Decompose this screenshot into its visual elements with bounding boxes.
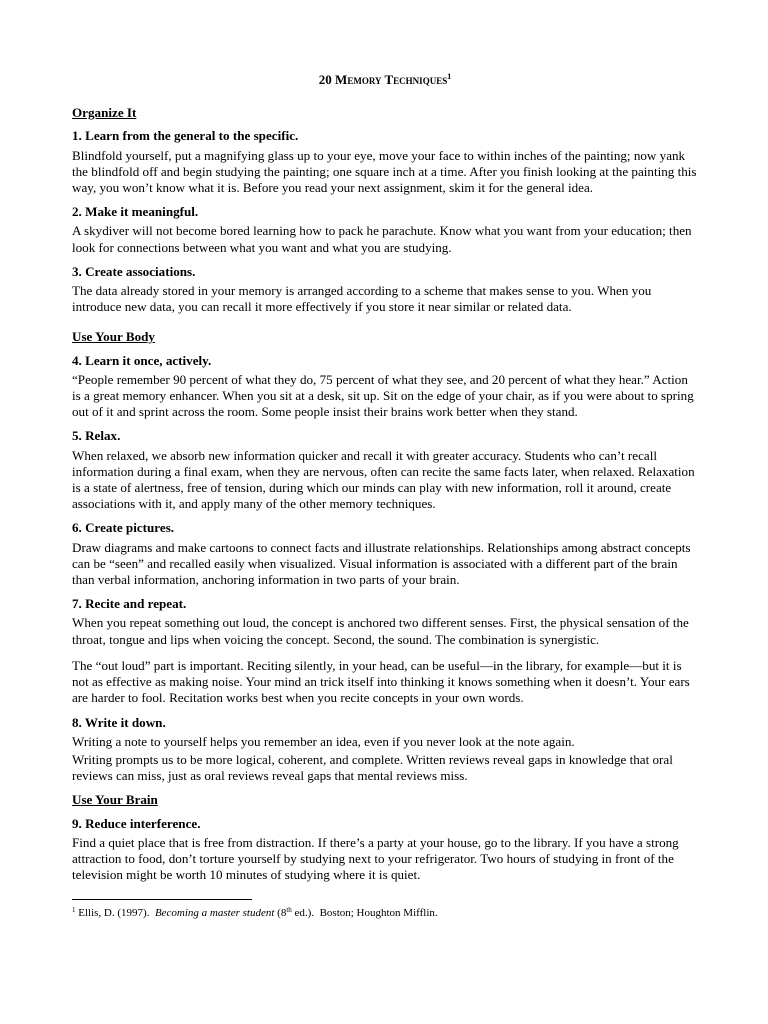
footnote-edition-suffix: ed.). [294,907,315,919]
technique-paragraph: Writing prompts us to be more logical, coherent, and complete. Written reviews reveal gaps in knowledge that oral reviews can miss, just as oral reviews reveal gaps that mental reviews miss. [72,751,673,784]
footnote-author: Ellis, D. (1997). [78,907,150,919]
technique-heading: 4. Learn it once, actively. [72,352,212,368]
technique-heading: 8. Write it down. [72,714,166,730]
title-footnote-mark: 1 [447,72,452,81]
technique-heading: 3. Create associations. [72,263,196,279]
footnote-book-title: Becoming a master student [154,907,275,919]
section-heading-use-your-brain: Use Your Brain [72,792,158,808]
technique-paragraph: The “out loud” part is important. Reciting silently, in your head, can be useful—in the library, for example—but it is not as effective as making noise. Your mind an trick itself into thinking it knows something when it doesn’t. Your ears are harder to fool. Recitation works best when you recite concepts in your own words. [72,657,690,706]
technique-paragraph: Writing a note to yourself helps you remember an idea, even if you never look at the note again. [72,733,575,749]
technique-paragraph: Blindfold yourself, put a magnifying glass up to your eye, move your face to within inches of the painting; now yank the blindfold off and begin studying the painting; one square inch at a time. After you finish looking at the painting this way, you won’t know what it is. Before you read your next assignment, skim it for the general idea. [72,147,697,196]
technique-heading: 9. Reduce interference. [72,815,201,831]
title-text: 20 Memory Techniques [318,72,448,87]
technique-paragraph: Find a quiet place that is free from distraction. If there’s a party at your house, go to the library. If you have a strong attraction to food, don’t torture yourself by studying next to your refrigerator. Two hours of studying in front of the television might be worth 10 minutes of studying where it is quiet. [72,834,679,883]
page-title [72,72,698,88]
technique-heading: 1. Learn from the general to the specific. [72,128,299,144]
technique-paragraph: Draw diagrams and make cartoons to connect facts and illustrate relationships. Relationships among abstract concepts can be “seen” and recalled easily when visualized. Visual information is associated with a different part of the brain than verbal information, anchoring information in two parts of your brain. [72,539,691,588]
footnote-separator [72,899,252,900]
footnote-publisher: Boston; Houghton Mifflin. [319,907,438,919]
footnote-mark: 1 [72,906,76,914]
technique-heading: 2. Make it meaningful. [72,204,199,220]
technique-heading: 5. Relax. [72,428,121,444]
technique-heading: 6. Create pictures. [72,520,175,536]
technique-paragraph: A skydiver will not become bored learning how to pack he parachute. Know what you want from your education; then look for connections between what you want and what you are studying. [72,223,692,255]
technique-paragraph: When you repeat something out loud, the concept is anchored two different senses. First, the physical sensation of the throat, tongue and lips when voicing the concept. Second, the sound. The combination is synergistic. [72,615,689,647]
footnote-edition-prefix: (8 [277,907,287,919]
technique-paragraph: “People remember 90 percent of what they do, 75 percent of what they see, and 20 percent of what they hear.” Action is a great memory enhancer. When you sit at a desk, sit up. Sit on the edge of your chair, as if you were about to spring out of it and sprint across the room. Some people insist their brains work better when they stand. [72,371,694,420]
technique-paragraph: The data already stored in your memory is arranged according to a scheme that makes sense to you. When you introduce new data, you can recall it more effectively if you store it near similar or related data. [72,283,652,315]
section-heading-organize-it: Organize It [72,105,137,121]
technique-paragraph: When relaxed, we absorb new information quicker and recall it with greater accuracy. Students who can’t recall information during a final exam, when they are nervous, often can recite the same facts later, when relaxed. Relaxation is a state of alertness, free of tension, during which our minds can play with new information, roll it around, create associations with it, and apply many of the other memory techniques. [72,447,695,512]
document-body [72,72,698,891]
footnote [72,906,692,920]
footnote-edition-sup: th [286,906,292,914]
section-heading-use-your-body: Use Your Body [72,329,155,345]
technique-heading: 7. Recite and repeat. [72,596,187,612]
